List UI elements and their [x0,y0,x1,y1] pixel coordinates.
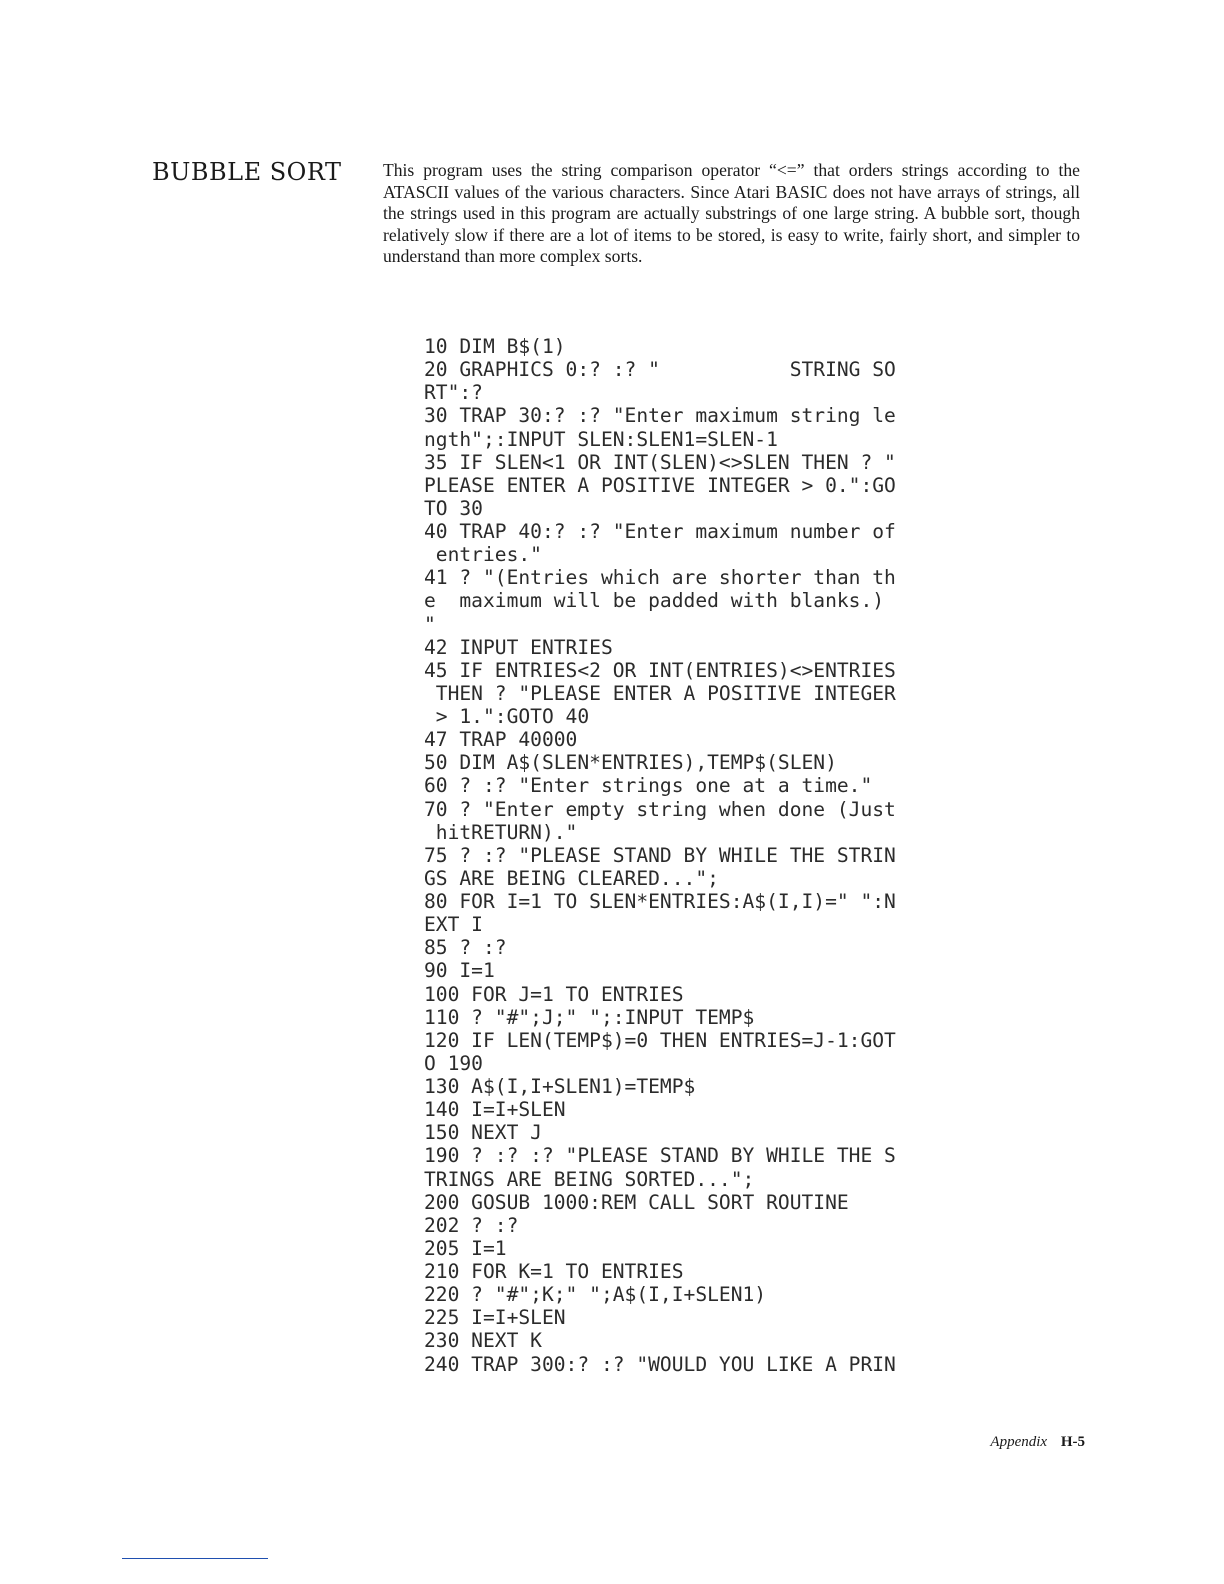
code-line: 120 IF LEN(TEMP$)=0 THEN ENTRIES=J-1:GOT [424,1028,896,1052]
code-line: 85 ? :? [424,936,507,960]
code-line: 30 TRAP 30:? :? "Enter maximum string le [424,404,896,428]
code-line: ngth";:INPUT SLEN:SLEN1=SLEN-1 [424,427,778,451]
code-line: 110 ? "#";J;" ";:INPUT TEMP$ [424,1005,755,1029]
code-line: entries." [424,543,542,567]
code-line: 225 I=I+SLEN [424,1306,566,1330]
code-line: THEN ? "PLEASE ENTER A POSITIVE INTEGER [424,681,896,705]
page-footer [990,1434,1085,1451]
bottom-rule [122,1558,268,1559]
intro-paragraph: This program uses the string comparison operator “<=” that orders strings according to the ATASCII values of the various characters. Since Atari BASIC does not have arrays of strings, all the strings used in this program are actually substrings of one large string. A bubble sort, though relatively slow if there are a lot of items to be stored, is easy to write, fairly short, and simpler to understand than more complex sorts. [383,160,1080,266]
appendix-label: Appendix [990,1434,1048,1450]
code-line: 140 I=I+SLEN [424,1098,566,1122]
code-line: 70 ? "Enter empty string when done (Just [424,797,896,821]
code-line: 75 ? :? "PLEASE STAND BY WHILE THE STRIN [424,843,896,867]
code-line: 90 I=1 [424,959,495,983]
code-line: 41 ? "(Entries which are shorter than th [424,566,896,590]
code-line: " [424,612,436,636]
basic-program-listing [424,335,894,1376]
code-line: 50 DIM A$(SLEN*ENTRIES),TEMP$(SLEN) [424,751,837,775]
code-line: 40 TRAP 40:? :? "Enter maximum number of [424,520,896,543]
code-line: O 190 [424,1051,483,1075]
code-line: 150 NEXT J [424,1121,542,1145]
code-line: RT":? [424,381,483,405]
code-line: 80 FOR I=1 TO SLEN*ENTRIES:A$(I,I)=" ":N [424,890,896,913]
code-line: 230 NEXT K [424,1329,542,1353]
code-line: 190 ? :? :? "PLEASE STAND BY WHILE THE S [424,1144,896,1168]
section-heading: BUBBLE SORT [152,158,342,186]
code-line: TO 30 [424,496,483,520]
code-line: 10 DIM B$(1) [424,335,566,358]
code-line: 210 FOR K=1 TO ENTRIES [424,1260,684,1283]
code-line: 42 INPUT ENTRIES [424,635,613,659]
code-line: EXT I [424,913,483,937]
code-line: 47 TRAP 40000 [424,728,578,752]
page-number: H-5 [1060,1434,1085,1450]
code-line: 45 IF ENTRIES<2 OR INT(ENTRIES)<>ENTRIES [424,658,896,682]
code-line: 60 ? :? "Enter strings one at a time." [424,774,873,798]
code-line: GS ARE BEING CLEARED..."; [424,866,719,890]
code-line: > 1.":GOTO 40 [424,705,590,728]
code-line: 200 GOSUB 1000:REM CALL SORT ROUTINE [424,1190,849,1214]
code-line: 220 ? "#";K;" ";A$(I,I+SLEN1) [424,1283,767,1307]
code-line: 35 IF SLEN<1 OR INT(SLEN)<>SLEN THEN ? " [424,450,896,474]
code-line: PLEASE ENTER A POSITIVE INTEGER > 0.":GO [424,473,896,497]
code-line: 100 FOR J=1 TO ENTRIES [424,982,684,1006]
code-line: 202 ? :? [424,1213,519,1237]
code-line: 240 TRAP 300:? :? "WOULD YOU LIKE A PRIN [424,1352,896,1376]
code-line: hitRETURN)." [424,820,578,844]
code-line: TRINGS ARE BEING SORTED..."; [424,1167,755,1191]
code-line: 205 I=1 [424,1236,507,1260]
code-line: 130 A$(I,I+SLEN1)=TEMP$ [424,1075,696,1098]
code-line: e maximum will be padded with blanks.) [424,589,885,613]
code-line: 20 GRAPHICS 0:? :? " STRING SO [424,358,896,382]
